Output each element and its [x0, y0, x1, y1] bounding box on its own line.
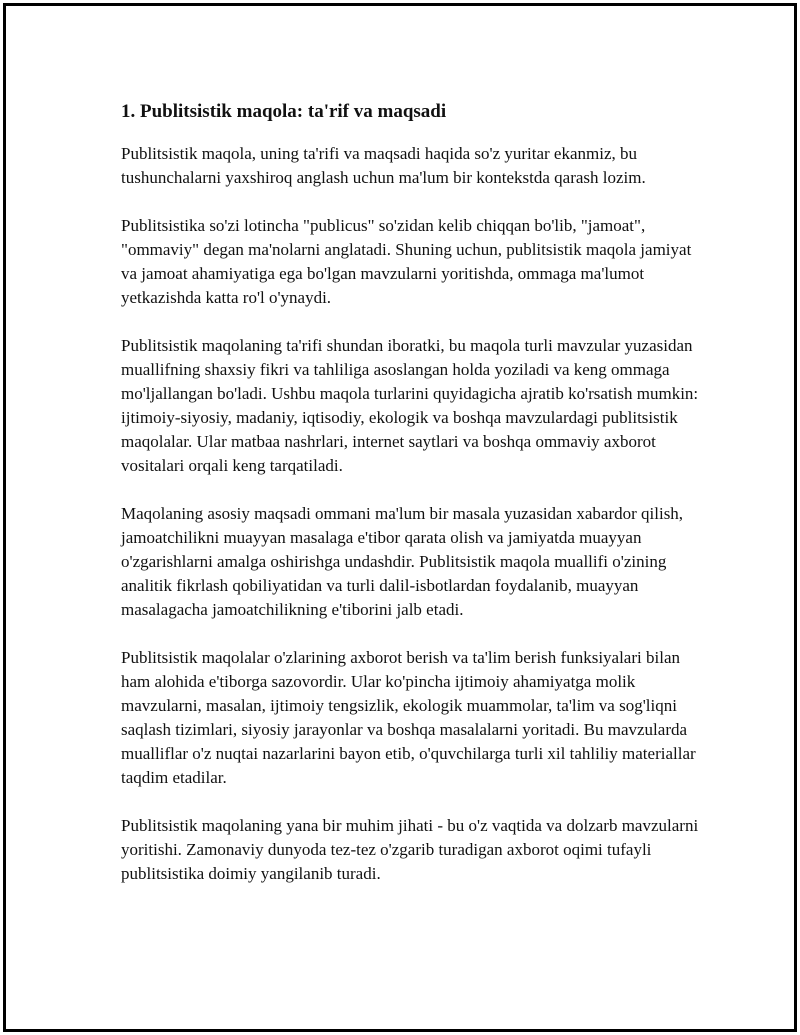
paragraph-2: Publitsistika so'zi lotincha "publicus" so'zidan kelib chiqqan bo'lib, "jamoat", "ommaviy" degan ma'nolarni anglatadi. Shuning uchun, publitsistik maqola jamiyat va jamoat ahamiyatiga ega bo'lgan mavzularni yoritishda, ommaga ma'lumot yetkazishda katta ro'l o'ynaydi. [121, 216, 692, 307]
page-frame [3, 3, 797, 1032]
paragraph-4: Maqolaning asosiy maqsadi ommani ma'lum bir masala yuzasidan xabardor qilish, jamoatchilikni muayyan masalaga e'tibor qarata olish va jamiyatda muayyan o'zgarishlarni amalga oshirishga undashdir. Publitsistik maqola muallifi o'zining analitik fikrlash qobiliyatidan va turli dalil-isbotlardan foydalanib, muayyan masalagacha jamoatchilikning e'tiborini jalb etadi. [121, 504, 684, 619]
paragraph-1: Publitsistik maqola, uning ta'rifi va maqsadi haqida so'z yuritar ekanmiz, bu tushunchalarni yaxshiroq anglash uchun ma'lum bir kontekstda qarash lozim. [121, 144, 646, 187]
section-heading: 1. Publitsistik maqola: ta'rif va maqsadi [121, 101, 447, 122]
paragraph-3: Publitsistik maqolaning ta'rifi shundan iboratki, bu maqola turli mavzular yuzasidan muallifning shaxsiy fikri va tahliliga asoslangan holda yoziladi va keng ommaga mo'ljallangan bo'ladi. Ushbu maqola turlarini quyidagicha ajratib ko'rsatish mumkin: ijtimoiy-siyosiy, madaniy, iqtisodiy, ekologik va boshqa mavzulardagi publitsistik maqolalar. Ular matbaa nashrlari, internet saytlari va boshqa ommaviy axborot vositalari orqali keng tarqatiladi. [121, 336, 699, 475]
document-body [121, 98, 711, 910]
paragraph-6: Publitsistik maqolaning yana bir muhim jihati - bu o'z vaqtida va dolzarb mavzularni yoritishi. Zamonaviy dunyoda tez-tez o'zgarib turadigan axborot oqimi tufayli publitsistika doimiy yangilanib turadi. [121, 816, 699, 883]
paragraph-5: Publitsistik maqolalar o'zlarining axborot berish va ta'lim berish funksiyalari bilan ham alohida e'tiborga sazovordir. Ular ko'pincha ijtimoiy ahamiyatga molik mavzularni, masalan, ijtimoiy tengsizlik, ekologik muammolar, ta'lim va sog'liqni saqlash tizimlari, siyosiy jarayonlar va boshqa masalalarni yoritadi. Bu mavzularda mualliflar o'z nuqtai nazarlarini bayon etib, o'quvchilarga turli xil tahliliy materiallar taqdim etadilar. [121, 648, 696, 787]
